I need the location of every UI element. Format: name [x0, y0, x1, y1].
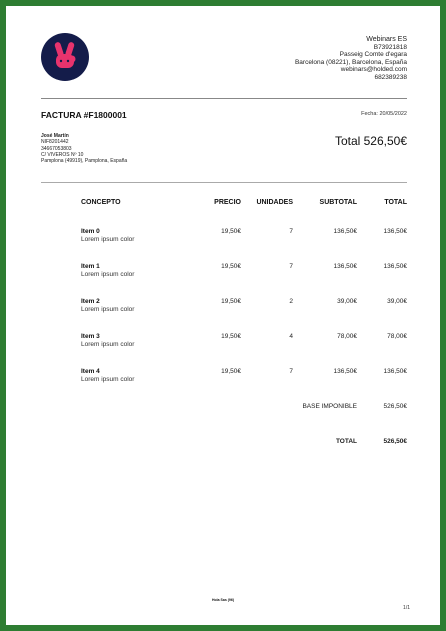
- item-total: 78,00€: [387, 333, 407, 340]
- table-row: [81, 228, 407, 263]
- company-phone: 682389238: [374, 73, 407, 81]
- item-units: 2: [289, 298, 293, 305]
- header-unidades: UNIDADES: [256, 199, 293, 206]
- client-city: Pamplona (49919), Pamplona, España: [41, 158, 128, 165]
- item-price: 19,50€: [221, 333, 241, 340]
- item-price: 19,50€: [221, 298, 241, 305]
- item-units: 4: [289, 333, 293, 340]
- item-subtotal: 136,50€: [333, 228, 357, 235]
- company-address: Passeig Comte d'egara: [339, 51, 407, 59]
- item-subtotal: 39,00€: [337, 298, 357, 305]
- item-subtotal: 136,50€: [333, 368, 357, 375]
- header-total: TOTAL: [384, 199, 407, 206]
- item-concept: [81, 228, 191, 263]
- item-name: Item 1: [81, 263, 100, 270]
- item-units: 7: [289, 228, 293, 235]
- client-name: José Martín: [41, 133, 69, 139]
- header-divider: [41, 98, 407, 99]
- base-label: BASE IMPONIBLE: [302, 403, 357, 410]
- client-address: C/ VIVEROS Nº 10: [41, 151, 84, 158]
- item-total: 136,50€: [383, 228, 407, 235]
- item-name: Item 3: [81, 333, 100, 340]
- item-concept: [81, 368, 191, 403]
- header-concepto: CONCEPTO: [81, 199, 121, 206]
- client-divider: [41, 182, 407, 183]
- item-concept: [81, 298, 191, 333]
- company-name: Webinars ES: [366, 36, 407, 43]
- invoice-title: FACTURA #F1800001: [41, 110, 127, 120]
- item-units: 7: [289, 263, 293, 270]
- item-desc: Lorem ipsum color: [81, 271, 135, 278]
- company-logo: [41, 33, 89, 81]
- company-city: Barcelona (08221), Barcelona, España: [294, 58, 407, 66]
- item-desc: Lorem ipsum color: [81, 236, 135, 243]
- item-name: Item 0: [81, 228, 100, 235]
- total-row: [81, 438, 407, 473]
- total-label: TOTAL: [335, 438, 357, 445]
- company-info: [295, 36, 407, 82]
- header-subtotal: SUBTOTAL: [319, 199, 357, 206]
- item-name: Item 2: [81, 298, 100, 305]
- client-info: [41, 133, 127, 164]
- item-concept: [81, 263, 191, 298]
- client-phone: 34667053803: [41, 145, 72, 152]
- base-row: [81, 403, 407, 438]
- footer-text: Hola Sas (96): [212, 598, 234, 602]
- table-row: [81, 263, 407, 298]
- company-email: webinars@holded.com: [340, 66, 407, 74]
- item-desc: Lorem ipsum color: [81, 341, 135, 348]
- base-value: 526,50€: [383, 403, 407, 410]
- item-subtotal: 78,00€: [337, 333, 357, 340]
- table-header: [81, 199, 407, 228]
- company-id: B73921818: [373, 43, 407, 51]
- header-precio: PRECIO: [214, 199, 241, 206]
- item-price: 19,50€: [221, 228, 241, 235]
- total-value: 526,50€: [383, 438, 407, 445]
- item-desc: Lorem ipsum color: [81, 306, 135, 313]
- item-name: Item 4: [81, 368, 100, 375]
- item-desc: Lorem ipsum color: [81, 376, 135, 383]
- item-price: 19,50€: [221, 368, 241, 375]
- item-concept: [81, 333, 191, 368]
- item-total: 136,50€: [383, 368, 407, 375]
- item-price: 19,50€: [221, 263, 241, 270]
- invoice-total: Total 526,50€: [334, 134, 407, 148]
- page-number: 1/1: [403, 605, 410, 611]
- items-table: [81, 199, 407, 473]
- invoice-date: Fecha: 20/05/2022: [361, 111, 407, 117]
- peace-hand-icon: [41, 33, 89, 81]
- invoice-page: [6, 6, 440, 625]
- item-subtotal: 136,50€: [333, 263, 357, 270]
- table-row: [81, 298, 407, 333]
- table-row: [81, 333, 407, 368]
- item-units: 7: [289, 368, 293, 375]
- item-total: 39,00€: [387, 298, 407, 305]
- client-nif: NIF8201442: [41, 139, 69, 146]
- table-row: [81, 368, 407, 403]
- item-total: 136,50€: [383, 263, 407, 270]
